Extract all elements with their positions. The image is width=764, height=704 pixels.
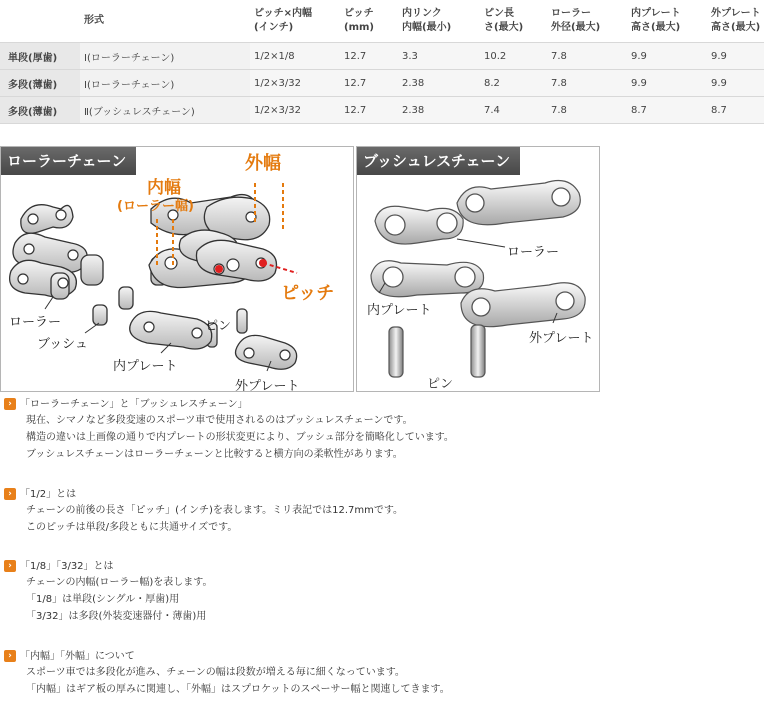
note-inner-width — [4, 560, 754, 625]
note-heading: 「1/2」とは — [20, 489, 77, 500]
row-header: 多段(薄歯) — [0, 97, 80, 124]
bushless-chain-illustration — [357, 147, 599, 391]
arrow-icon: › — [4, 650, 16, 662]
note-line: ブッシュレスチェーンはローラーチェーンと比較すると横方向の柔軟性があります。 — [26, 449, 403, 460]
header-cell: 外プレート 高さ(最大) — [707, 0, 764, 43]
bush-label: ブッシュ — [37, 337, 88, 352]
table-cell: 7.8 — [547, 43, 627, 70]
table-cell: 8.7 — [707, 97, 764, 124]
note-heading: 「ローラーチェーン」と「ブッシュレスチェーン」 — [20, 399, 248, 410]
table-cell: 8.7 — [627, 97, 707, 124]
header-cell — [0, 0, 80, 43]
bushless-chain-diagram — [356, 146, 600, 392]
bushless-outer-plate-label: 外プレート — [529, 331, 594, 346]
note-line: スポーツ車では多段化が進み、チェーンの幅は段数が増える毎に細くなっています。 — [26, 667, 405, 678]
note-line: このピッチは単段/多段ともに共通サイズです。 — [26, 522, 238, 533]
note-widths — [4, 650, 754, 698]
arrow-icon: › — [4, 488, 16, 500]
table-cell: 12.7 — [340, 97, 398, 124]
outer-plate-label: 外プレート — [235, 379, 300, 392]
table-cell: 9.9 — [627, 43, 707, 70]
note-line: 構造の違いは上画像の通りで内プレートの形状変更により、ブッシュ部分を簡略化しています。 — [26, 432, 454, 443]
table-cell: 1/2×3/32 — [250, 70, 340, 97]
table-cell: 1/2×3/32 — [250, 97, 340, 124]
header-cell: ピン長 さ(最大) — [480, 0, 547, 43]
note-heading: 「1/8」「3/32」とは — [20, 561, 114, 572]
note-line: チェーンの内幅(ローラー幅)を表します。 — [26, 577, 213, 588]
header-cell: 内リンク 内幅(最小) — [398, 0, 480, 43]
bushless-inner-plate-label: 内プレート — [367, 303, 432, 318]
note-line: 「内幅」はギア板の厚みに関連し、「外幅」はスプロケットのスペーサー幅と関連してきます。 — [26, 684, 450, 695]
header-cell: 形式 — [80, 0, 250, 43]
table-cell: 10.2 — [480, 43, 547, 70]
table-cell: 3.3 — [398, 43, 480, 70]
table-cell: Ⅱ(ブッシュレスチェーン) — [80, 97, 250, 124]
table-cell: 8.2 — [480, 70, 547, 97]
pitch-label: ピッチ — [281, 283, 335, 304]
table-row — [0, 97, 764, 124]
inner-plate-label: 内プレート — [113, 359, 178, 374]
header-cell: ピッチ (mm) — [340, 0, 398, 43]
table-cell: 9.9 — [707, 70, 764, 97]
roller-chain-diagram — [0, 146, 354, 392]
row-header: 単段(厚歯) — [0, 43, 80, 70]
bushless-chain-title: ブッシュレスチェーン — [357, 147, 520, 175]
header-cell: ローラー 外径(最大) — [547, 0, 627, 43]
table-cell: 2.38 — [398, 70, 480, 97]
table-cell: Ⅰ(ローラーチェーン) — [80, 43, 250, 70]
table-cell: 9.9 — [707, 43, 764, 70]
note-heading: 「内幅」「外幅」について — [20, 651, 135, 662]
arrow-icon: › — [4, 398, 16, 410]
table-cell: 12.7 — [340, 70, 398, 97]
note-pitch — [4, 488, 754, 536]
row-header: 多段(薄歯) — [0, 70, 80, 97]
roller-label: ローラー — [9, 315, 62, 330]
inner-width-label: 内幅 — [147, 178, 181, 198]
table-cell: Ⅰ(ローラーチェーン) — [80, 70, 250, 97]
spec-table — [0, 0, 764, 124]
table-cell: 7.8 — [547, 70, 627, 97]
table-cell: 2.38 — [398, 97, 480, 124]
note-roller-vs-bushless — [4, 398, 754, 463]
table-cell: 9.9 — [627, 70, 707, 97]
note-line: チェーンの前後の長さ「ピッチ」(インチ)を表します。ミリ表記では12.7mmです。 — [26, 505, 404, 516]
header-cell: 内プレート 高さ(最大) — [627, 0, 707, 43]
note-line: 「1/8」は単段(シングル・厚歯)用 — [26, 594, 180, 605]
table-header-row — [0, 0, 764, 43]
table-row — [0, 70, 764, 97]
pin-label: ピン — [205, 319, 232, 334]
table-cell: 7.8 — [547, 97, 627, 124]
bushless-pin-label: ピン — [427, 377, 454, 392]
note-line: 現在、シマノなど多段変速のスポーツ車で使用されるのはブッシュレスチェーンです。 — [26, 415, 413, 426]
table-cell: 12.7 — [340, 43, 398, 70]
note-line: 「3/32」は多段(外装変速器付・薄歯)用 — [26, 611, 207, 622]
roller-chain-title: ローラーチェーン — [1, 147, 136, 175]
table-cell: 1/2×1/8 — [250, 43, 340, 70]
header-cell: ピッチ×内幅 (インチ) — [250, 0, 340, 43]
arrow-icon: › — [4, 560, 16, 572]
table-row — [0, 43, 764, 70]
table-cell: 7.4 — [480, 97, 547, 124]
outer-width-label: 外幅 — [245, 153, 281, 174]
inner-width-sub-label: (ローラー幅) — [117, 199, 194, 214]
bushless-roller-label: ローラー — [507, 245, 560, 260]
